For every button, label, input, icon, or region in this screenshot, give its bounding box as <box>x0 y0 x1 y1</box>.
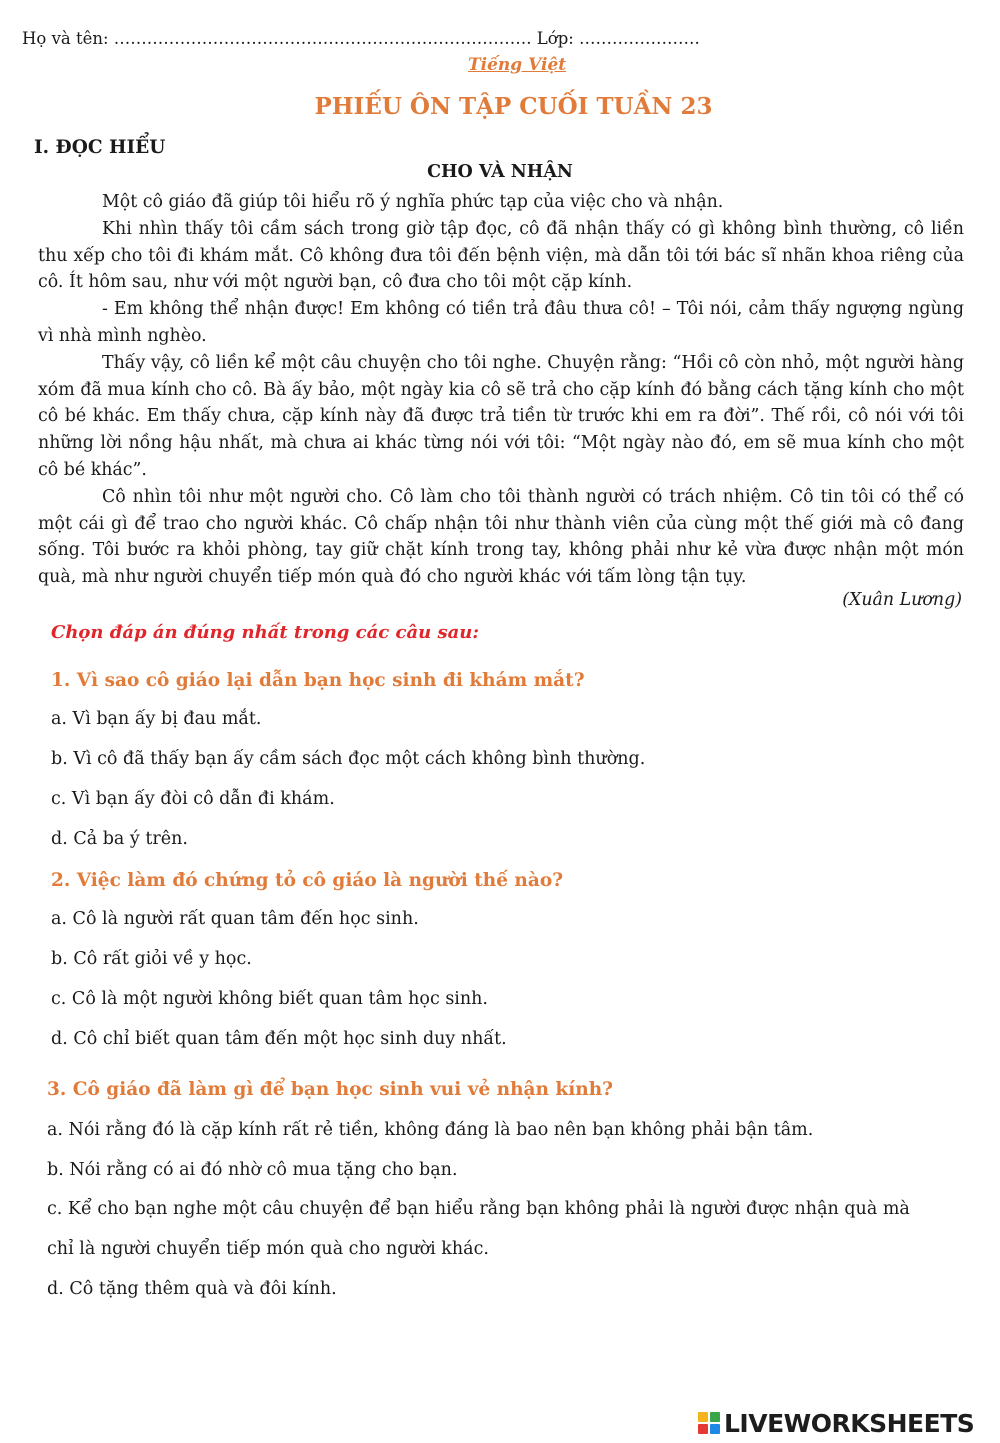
question-2-option-a[interactable]: a. Cô là người rất quan tâm đến học sinh. <box>51 909 419 929</box>
story-paragraph: Khi nhìn thấy tôi cầm sách trong giờ tập đọc, cô đã nhận thấy có gì không bình thường, cô liền thu xếp cho tôi đi khám mắt. Cô không đưa tôi đến bệnh viện, mà dẫn tôi tới bác sĩ nhãn khoa riêng của cô. Ít hôm sau, như với một người bạn, cô đưa cho tôi một cặp kính. <box>38 218 964 293</box>
question-1-option-b[interactable]: b. Vì cô đã thấy bạn ấy cầm sách đọc một cách không bình thường. <box>51 749 646 769</box>
story-paragraph: Một cô giáo đã giúp tôi hiểu rõ ý nghĩa phức tạp của việc cho và nhận. <box>102 192 724 212</box>
story-author: (Xuân Lương) <box>842 590 962 610</box>
liveworksheets-watermark <box>698 1408 974 1438</box>
watermark-text: LIVEWORKSHEETS <box>724 1408 975 1438</box>
question-2-option-c[interactable]: c. Cô là một người không biết quan tâm học sinh. <box>51 989 488 1009</box>
logo-square-red <box>698 1424 708 1434</box>
page-title: PHIẾU ÔN TẬP CUỐI TUẦN 23 <box>314 93 713 120</box>
subject-label: Tiếng Việt <box>468 55 567 75</box>
story-title: CHO VÀ NHẬN <box>427 162 573 182</box>
name-label: Họ và tên: …………………………………………………………………. <box>22 29 532 48</box>
question-1-option-d[interactable]: d. Cả ba ý trên. <box>51 829 188 849</box>
name-class-line <box>22 29 700 48</box>
section-heading: I. ĐỌC HIỂU <box>34 137 166 158</box>
question-2: 2. Việc làm đó chứng tỏ cô giáo là người thế nào? <box>51 870 564 891</box>
logo-square-green <box>710 1412 720 1422</box>
question-3-option-c-continued: chỉ là người chuyển tiếp món quà cho người khác. <box>47 1239 489 1259</box>
question-1: 1. Vì sao cô giáo lại dẫn bạn học sinh đi khám mắt? <box>51 670 585 691</box>
story-text <box>38 189 964 591</box>
logo-square-blue <box>710 1424 720 1434</box>
question-2-option-d[interactable]: d. Cô chỉ biết quan tâm đến một học sinh duy nhất. <box>51 1029 507 1049</box>
instruction-text: Chọn đáp án đúng nhất trong các câu sau: <box>51 622 480 643</box>
logo-square-yellow <box>698 1412 708 1422</box>
story-paragraph: Cô nhìn tôi như một người cho. Cô làm cho tôi thành người có trách nhiệm. Cô tin tôi có thể có một cái gì để trao cho người khác. Cô chấp nhận tôi như thành viên của cùng một thế giới mà cô đang sống. Tôi bước ra khỏi phòng, tay giữ chặt kính trong tay, không phải như kẻ vừa được nhận một món quà, mà như người chuyển tiếp món quà đó cho người khác với tấm lòng tận tụy. <box>38 486 964 588</box>
story-paragraph: Thấy vậy, cô liền kể một câu chuyện cho tôi nghe. Chuyện rằng: “Hồi cô còn nhỏ, một người hàng xóm đã mua kính cho cô. Bà ấy bảo, một ngày kia cô sẽ trả cho cặp kính đó bằng cách tặng kính cho một cô bé khác. Em thấy chưa, cặp kính này đã được trả tiền từ trước khi em ra đời”. Thế rồi, cô nói với tôi những lời nồng hậu nhất, mà chưa ai khác từng nói với tôi: “Một ngày nào đó, em sẽ mua kính cho một cô bé khác”. <box>38 352 964 480</box>
liveworksheets-logo-icon <box>698 1412 720 1434</box>
question-1-option-a[interactable]: a. Vì bạn ấy bị đau mắt. <box>51 709 262 729</box>
question-3-option-b[interactable]: b. Nói rằng có ai đó nhờ cô mua tặng cho bạn. <box>47 1160 458 1180</box>
question-3-option-c[interactable]: c. Kể cho bạn nghe một câu chuyện để bạn hiểu rằng bạn không phải là người được nhận quà mà <box>47 1199 910 1219</box>
question-3-option-d[interactable]: d. Cô tặng thêm quà và đôi kính. <box>47 1279 337 1299</box>
question-3-option-a[interactable]: a. Nói rằng đó là cặp kính rất rẻ tiền, không đáng là bao nên bạn không phải bận tâm. <box>47 1120 814 1140</box>
class-label: Lớp: …………………. <box>536 29 700 48</box>
question-2-option-b[interactable]: b. Cô rất giỏi về y học. <box>51 949 252 969</box>
story-paragraph: - Em không thể nhận được! Em không có tiền trả đâu thưa cô! – Tôi nói, cảm thấy ngượng ngùng vì nhà mình nghèo. <box>38 299 964 346</box>
question-1-option-c[interactable]: c. Vì bạn ấy đòi cô dẫn đi khám. <box>51 789 335 809</box>
question-3: 3. Cô giáo đã làm gì để bạn học sinh vui vẻ nhận kính? <box>47 1079 614 1100</box>
